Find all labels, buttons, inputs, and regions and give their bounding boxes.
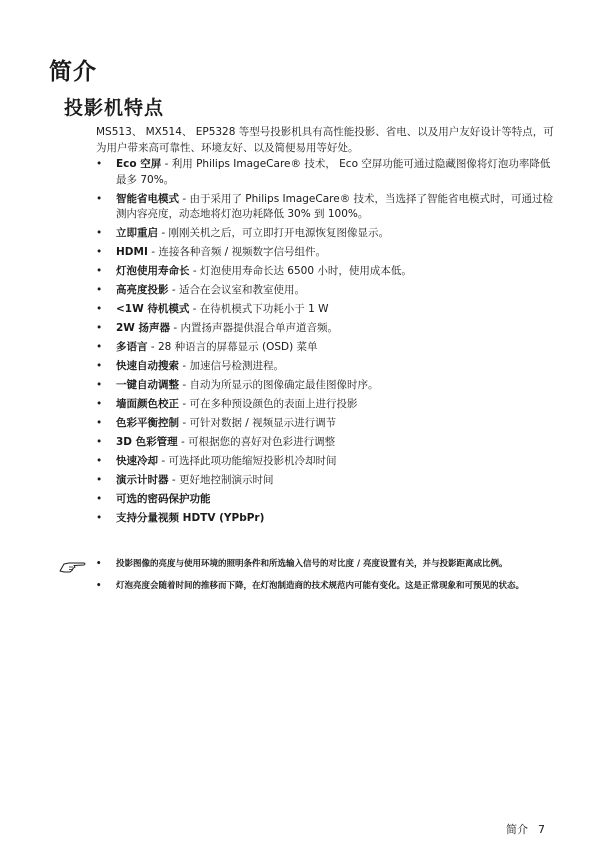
chapter-title: 简介 bbox=[49, 59, 97, 85]
bullet: • bbox=[96, 246, 103, 258]
feature-term: 多语言 bbox=[116, 341, 148, 353]
feature-list bbox=[96, 157, 558, 530]
feature-desc: - 可针对数据 / 视频显示进行调节 bbox=[179, 417, 337, 429]
feature-desc: - 可根据您的喜好对色彩进行调整 bbox=[177, 436, 336, 448]
feature-term: 可选的密码保护功能 bbox=[116, 493, 211, 505]
feature-desc: - 可选择此项功能缩短投影机冷却时间 bbox=[158, 455, 337, 467]
feature-desc: - 适合在会议室和教室使用。 bbox=[168, 284, 305, 296]
bullet: • bbox=[96, 158, 103, 170]
feature-term: HDMI bbox=[116, 246, 148, 258]
feature-item bbox=[96, 264, 558, 280]
intro-paragraph: MS513、 MX514、 EP5328 等型号投影机具有高性能投影、省电、以及用户友好设计等特点，可为用户带来高可靠性、环境友好、以及简便易用等好处。 bbox=[96, 126, 554, 154]
note-list bbox=[96, 558, 548, 602]
bullet: • bbox=[96, 436, 103, 448]
page-number: 7 bbox=[538, 823, 545, 836]
feature-term: Eco 空屏 bbox=[116, 158, 162, 170]
bullet: • bbox=[96, 512, 103, 524]
feature-term: 灯泡使用寿命长 bbox=[116, 265, 190, 277]
feature-item bbox=[96, 321, 558, 337]
feature-term: 支持分量视频 HDTV (YPbPr) bbox=[116, 512, 265, 524]
feature-desc: - 内置扬声器提供混合单声道音频。 bbox=[170, 322, 339, 334]
feature-desc: - 28 种语言的屏幕显示 (OSD) 菜单 bbox=[147, 341, 318, 353]
bullet: • bbox=[96, 284, 103, 296]
feature-desc: - 在待机模式下功耗小于 1 W bbox=[189, 303, 329, 315]
feature-desc: - 更好地控制演示时间 bbox=[168, 474, 274, 486]
feature-term: 快速自动搜索 bbox=[116, 360, 179, 372]
feature-desc: - 由于采用了 Philips ImageCare® 技术，当选择了智能省电模式时，可通过检测内容亮度，动态地将灯泡功耗降低 30% 到 100%。 bbox=[116, 192, 554, 220]
feature-item bbox=[96, 283, 558, 299]
feature-desc: - 连接各种音频 / 视频数字信号组件。 bbox=[147, 246, 327, 258]
feature-item bbox=[96, 157, 558, 188]
feature-item bbox=[96, 454, 558, 470]
bullet: • bbox=[96, 322, 103, 334]
feature-term: 墙面颜色校正 bbox=[116, 398, 179, 410]
feature-desc: - 可在多种预设颜色的表面上进行投影 bbox=[179, 398, 358, 410]
feature-term: 一键自动调整 bbox=[116, 379, 179, 391]
page-footer bbox=[506, 821, 545, 837]
bullet: • bbox=[96, 303, 103, 315]
bullet: • bbox=[96, 581, 102, 591]
bullet: • bbox=[96, 265, 103, 277]
bullet: • bbox=[96, 455, 103, 467]
feature-desc: - 刚刚关机之后，可立即打开电源恢复图像显示。 bbox=[158, 227, 389, 239]
feature-term: 智能省电模式 bbox=[116, 192, 179, 205]
note-item bbox=[96, 558, 548, 571]
note-text: 投影图像的亮度与使用环境的照明条件和所选输入信号的对比度 / 亮度设置有关，并与投影距离成比例。 bbox=[116, 559, 508, 569]
bullet: • bbox=[96, 379, 103, 391]
feature-item bbox=[96, 473, 558, 489]
feature-term: <1W 待机模式 bbox=[116, 303, 190, 315]
bullet: • bbox=[96, 192, 103, 205]
bullet: • bbox=[96, 417, 103, 429]
note-text: 灯泡亮度会随着时间的推移而下降，在灯泡制造商的技术规范内可能有变化。这是正常现象和可预见的状态。 bbox=[116, 581, 525, 591]
feature-item bbox=[96, 378, 558, 394]
feature-term: 演示计时器 bbox=[116, 474, 169, 486]
feature-term: 立即重启 bbox=[116, 227, 158, 239]
bullet: • bbox=[96, 360, 103, 372]
feature-item bbox=[96, 245, 558, 261]
bullet: • bbox=[96, 474, 103, 486]
feature-term: 2W 扬声器 bbox=[116, 322, 171, 334]
bullet: • bbox=[96, 493, 103, 505]
feature-item bbox=[96, 416, 558, 432]
feature-item bbox=[96, 511, 558, 527]
bullet: • bbox=[96, 398, 103, 410]
feature-item bbox=[96, 359, 558, 375]
feature-desc: - 利用 Philips ImageCare® 技术， Eco 空屏功能可通过隐藏图像将灯泡功率降低最多 70%。 bbox=[116, 158, 551, 186]
feature-desc: - 加速信号检测进程。 bbox=[179, 360, 284, 372]
feature-item bbox=[96, 397, 558, 413]
feature-item bbox=[96, 435, 558, 451]
feature-item bbox=[96, 192, 558, 223]
feature-item bbox=[96, 340, 558, 356]
feature-desc: - 灯泡使用寿命长达 6500 小时，使用成本低。 bbox=[189, 265, 412, 277]
feature-term: 高亮度投影 bbox=[116, 284, 169, 296]
feature-item bbox=[96, 302, 558, 318]
note-item bbox=[96, 580, 548, 593]
bullet: • bbox=[96, 559, 102, 569]
section-title: 投影机特点 bbox=[64, 97, 165, 119]
feature-term: 快速冷却 bbox=[116, 455, 158, 467]
feature-desc: - 自动为所显示的图像确定最佳图像时序。 bbox=[179, 379, 379, 391]
feature-term: 色彩平衡控制 bbox=[116, 417, 179, 429]
pointing-hand-icon bbox=[58, 555, 88, 575]
feature-term: 3D 色彩管理 bbox=[116, 436, 178, 448]
footer-section: 简介 bbox=[506, 823, 528, 836]
bullet: • bbox=[96, 341, 103, 353]
bullet: • bbox=[96, 227, 103, 239]
feature-item bbox=[96, 226, 558, 242]
feature-item bbox=[96, 492, 558, 508]
